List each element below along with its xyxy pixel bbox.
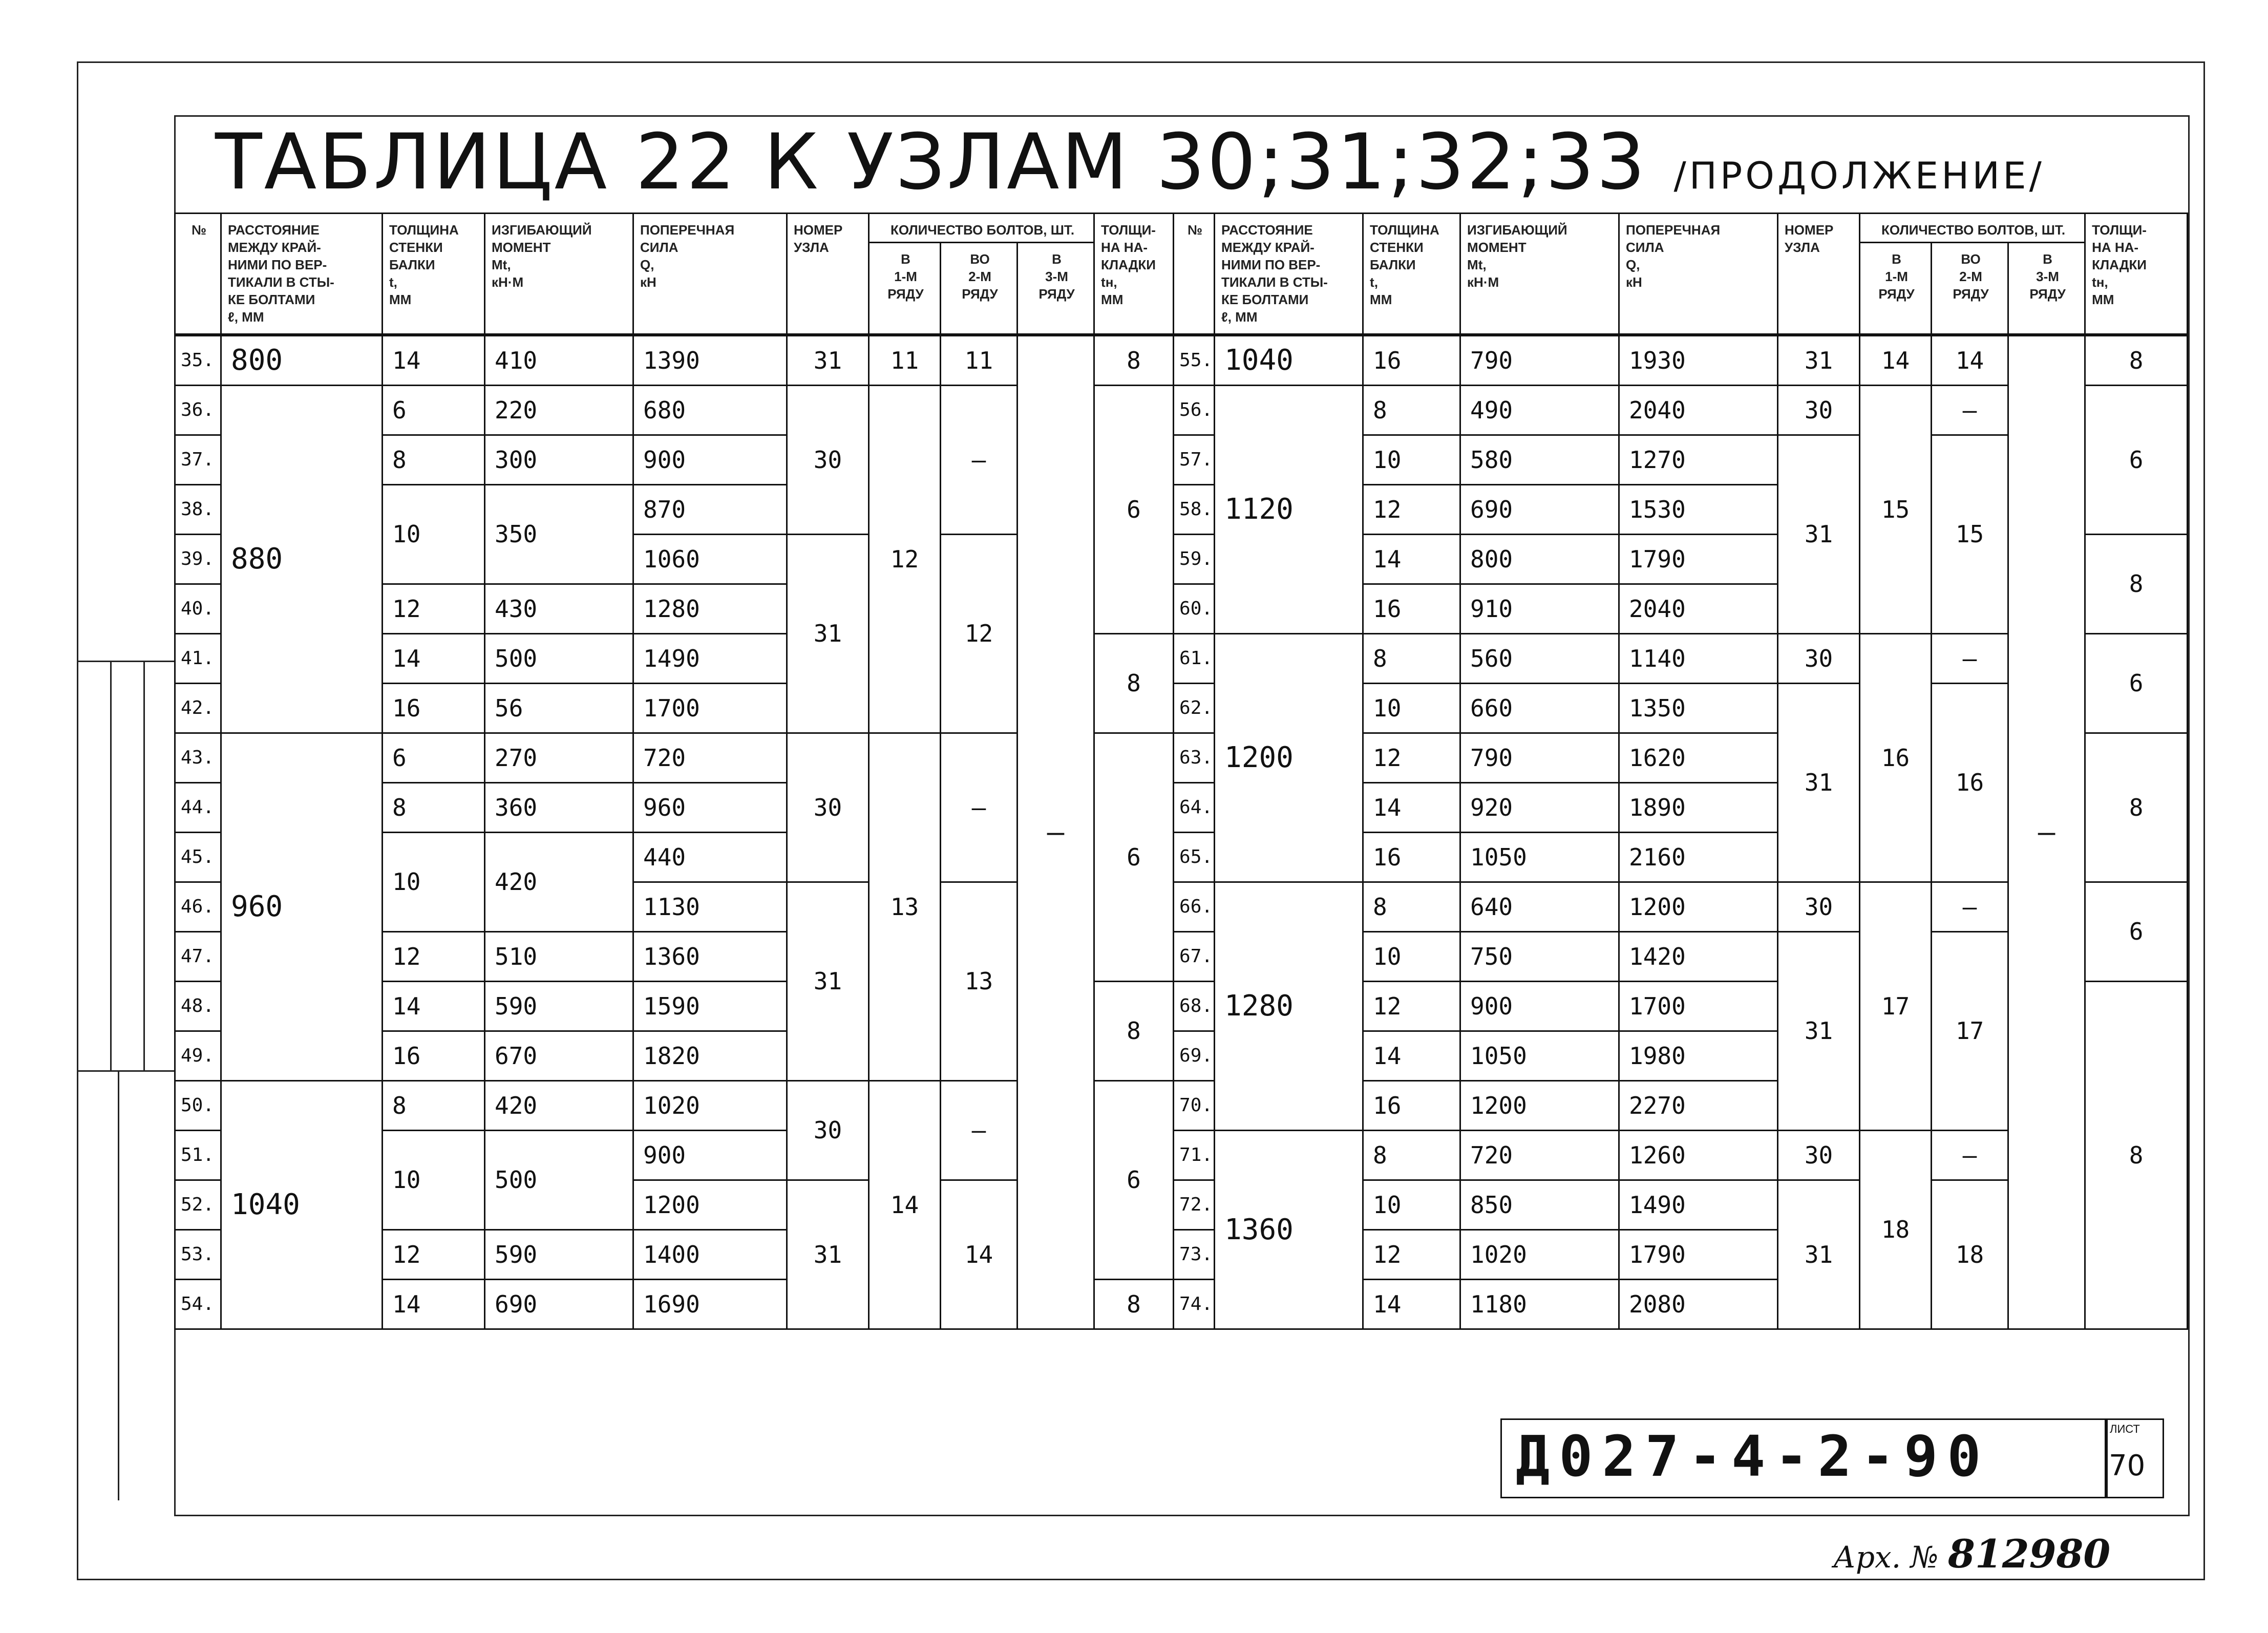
cell-m: 420 (485, 1080, 633, 1130)
cell-m: 410 (485, 335, 633, 386)
row-number: 68. (1174, 981, 1215, 1031)
row-number: 47. (175, 931, 221, 981)
data-table (174, 213, 2188, 1330)
cell-q: 1700 (1619, 981, 1778, 1031)
cell-t: 10 (383, 484, 485, 584)
cell-t: 16 (383, 1031, 485, 1080)
cell-pad: 8 (1094, 335, 1174, 386)
cell-q: 1620 (1619, 733, 1778, 782)
row-number: 45. (175, 832, 221, 882)
row-number: 56. (1174, 385, 1215, 435)
cell-pad: 8 (2085, 733, 2188, 882)
row-number: 66. (1174, 882, 1215, 931)
data-table-wrap (174, 213, 2187, 1330)
header-row-1 (175, 214, 2188, 243)
row-number: 57. (1174, 435, 1215, 484)
cell-m: 1200 (1460, 1080, 1619, 1130)
cell-node: 31 (1778, 335, 1860, 386)
cell-m: 56 (485, 683, 633, 733)
cell-t: 12 (1363, 733, 1460, 782)
cell-node: 31 (787, 534, 869, 733)
cell-pad: 8 (1094, 981, 1174, 1080)
cell-t: 16 (1363, 832, 1460, 882)
cell-m: 500 (485, 1130, 633, 1229)
header-pad-right: ТОЛЩИ- НА НА- КЛАДКИ tн, ММ (2085, 214, 2188, 335)
cell-r1: 17 (1860, 882, 1932, 1130)
cell-q: 2160 (1619, 832, 1778, 882)
header-thickness-right: ТОЛЩИНА СТЕНКИ БАЛКИ t, ММ (1363, 214, 1460, 335)
cell-m: 910 (1460, 584, 1619, 633)
cell-r2: 11 (941, 335, 1018, 386)
sheet-number: 70 (2109, 1449, 2146, 1482)
row-number: 41. (175, 633, 221, 683)
header-row1: В 1-М РЯДУ (869, 243, 941, 335)
cell-r2: — (941, 733, 1018, 882)
cell-r1: 12 (869, 385, 941, 733)
cell-m: 430 (485, 584, 633, 633)
cell-m: 500 (485, 633, 633, 683)
cell-m: 850 (1460, 1180, 1619, 1229)
cell-q: 1260 (1619, 1130, 1778, 1180)
cell-pad: 8 (2085, 335, 2188, 386)
header-moment-right: ИЗГИБАЮЩИЙ МОМЕНТ Mt, кН·М (1460, 214, 1619, 335)
cell-t: 8 (383, 782, 485, 832)
cell-q: 1980 (1619, 1031, 1778, 1080)
cell-t: 10 (1363, 1180, 1460, 1229)
bolts-row3-cell: — (2008, 335, 2085, 1329)
cell-t: 8 (383, 435, 485, 484)
cell-q: 1020 (633, 1080, 787, 1130)
row-number: 46. (175, 882, 221, 931)
cell-r2: — (1932, 882, 2008, 931)
row-number: 69. (1174, 1031, 1215, 1080)
row-number: 52. (175, 1180, 221, 1229)
cell-l: 1360 (1215, 1130, 1363, 1329)
row-number: 64. (1174, 782, 1215, 832)
cell-r2: 17 (1932, 931, 2008, 1130)
cell-m: 720 (1460, 1130, 1619, 1180)
cell-r2: 13 (941, 882, 1018, 1080)
cell-node: 30 (1778, 1130, 1860, 1180)
cell-node: 31 (1778, 1180, 1860, 1329)
row-number: 58. (1174, 484, 1215, 534)
cell-m: 790 (1460, 733, 1619, 782)
cell-l: 1120 (1215, 385, 1363, 633)
cell-l: 1280 (1215, 882, 1363, 1130)
cell-q: 870 (633, 484, 787, 534)
table-row (175, 335, 2188, 386)
title-suffix: /ПРОДОЛЖЕНИЕ/ (1673, 154, 2045, 197)
cell-t: 10 (383, 832, 485, 931)
margin-line-3 (143, 661, 145, 1070)
row-number: 38. (175, 484, 221, 534)
header-thickness: ТОЛЩИНА СТЕНКИ БАЛКИ t, ММ (383, 214, 485, 335)
cell-m: 750 (1460, 931, 1619, 981)
sheet-label: ЛИСТ (2110, 1423, 2140, 1435)
cell-q: 1200 (1619, 882, 1778, 931)
cell-q: 1130 (633, 882, 787, 931)
row-number: 54. (175, 1279, 221, 1329)
cell-q: 1790 (1619, 534, 1778, 584)
cell-node: 31 (1778, 931, 1860, 1130)
cell-m: 510 (485, 931, 633, 981)
row-number: 62. (1174, 683, 1215, 733)
row-number: 36. (175, 385, 221, 435)
cell-pad: 6 (2085, 882, 2188, 981)
row-number: 61. (1174, 633, 1215, 683)
cell-q: 2040 (1619, 385, 1778, 435)
header-distance-right: РАССТОЯНИЕ МЕЖДУ КРАЙ- НИМИ ПО ВЕР- ТИКАЛИ В СТЫ- КЕ БОЛТАМИ ℓ, ММ (1215, 214, 1363, 335)
cell-node: 30 (787, 385, 869, 534)
row-number: 59. (1174, 534, 1215, 584)
cell-q: 1360 (633, 931, 787, 981)
cell-t: 16 (1363, 335, 1460, 386)
cell-t: 12 (1363, 484, 1460, 534)
cell-r2: — (941, 1080, 1018, 1180)
cell-q: 720 (633, 733, 787, 782)
row-number: 70. (1174, 1080, 1215, 1130)
cell-l: 1040 (221, 1080, 383, 1329)
row-number: 37. (175, 435, 221, 484)
cell-m: 1050 (1460, 1031, 1619, 1080)
cell-pad: 8 (2085, 981, 2188, 1329)
title-main: ТАБЛИЦА 22 К УЗЛАМ 30;31;32;33 (215, 118, 1647, 207)
cell-m: 790 (1460, 335, 1619, 386)
cell-q: 1530 (1619, 484, 1778, 534)
cell-t: 6 (383, 733, 485, 782)
cell-l: 1040 (1215, 335, 1363, 386)
cell-m: 670 (485, 1031, 633, 1080)
cell-m: 1020 (1460, 1229, 1619, 1279)
cell-t: 8 (1363, 633, 1460, 683)
cell-pad: 8 (1094, 1279, 1174, 1329)
cell-pad: 6 (1094, 733, 1174, 981)
cell-m: 900 (1460, 981, 1619, 1031)
cell-t: 10 (1363, 683, 1460, 733)
cell-t: 14 (1363, 1279, 1460, 1329)
cell-q: 1890 (1619, 782, 1778, 832)
table-title (215, 118, 2045, 207)
row-number: 39. (175, 534, 221, 584)
cell-q: 1200 (633, 1180, 787, 1229)
cell-t: 14 (383, 981, 485, 1031)
row-number: 71. (1174, 1130, 1215, 1180)
cell-q: 440 (633, 832, 787, 882)
cell-q: 1790 (1619, 1229, 1778, 1279)
row-number: 55. (1174, 335, 1215, 386)
cell-m: 560 (1460, 633, 1619, 683)
cell-t: 16 (1363, 584, 1460, 633)
archive-value: 812980 (1947, 1531, 2111, 1577)
cell-m: 270 (485, 733, 633, 782)
cell-m: 640 (1460, 882, 1619, 931)
header-row3: В 3-М РЯДУ (1018, 243, 1094, 335)
cell-t: 14 (1363, 1031, 1460, 1080)
header-row2: ВО 2-М РЯДУ (941, 243, 1018, 335)
cell-r1: 11 (869, 335, 941, 386)
cell-l: 1200 (1215, 633, 1363, 882)
row-number: 67. (1174, 931, 1215, 981)
cell-t: 12 (383, 584, 485, 633)
cell-node: 31 (787, 1180, 869, 1329)
header-row1-right: В 1-М РЯДУ (1860, 243, 1932, 335)
row-number: 42. (175, 683, 221, 733)
cell-r1: 14 (1860, 335, 1932, 386)
cell-q: 1350 (1619, 683, 1778, 733)
header-node: НОМЕР УЗЛА (787, 214, 869, 335)
header-row2-right: ВО 2-М РЯДУ (1932, 243, 2008, 335)
table-row (175, 1130, 2188, 1180)
bolts-row3-cell: — (1018, 335, 1094, 1329)
row-number: 73. (1174, 1229, 1215, 1279)
header-pad: ТОЛЩИ- НА НА- КЛАДКИ tн, ММ (1094, 214, 1174, 335)
cell-m: 800 (1460, 534, 1619, 584)
header-bolts: КОЛИЧЕСТВО БОЛТОВ, ШТ. (869, 214, 1094, 243)
header-no: № (175, 214, 221, 335)
cell-q: 900 (633, 1130, 787, 1180)
row-number: 53. (175, 1229, 221, 1279)
cell-pad: 6 (2085, 385, 2188, 534)
cell-t: 6 (383, 385, 485, 435)
cell-m: 300 (485, 435, 633, 484)
cell-t: 14 (383, 633, 485, 683)
cell-node: 31 (787, 335, 869, 386)
cell-t: 14 (383, 1279, 485, 1329)
header-node-right: НОМЕР УЗЛА (1778, 214, 1860, 335)
row-number: 50. (175, 1080, 221, 1130)
row-number: 49. (175, 1031, 221, 1080)
cell-m: 580 (1460, 435, 1619, 484)
cell-m: 1050 (1460, 832, 1619, 882)
cell-m: 220 (485, 385, 633, 435)
row-number: 48. (175, 981, 221, 1031)
margin-line-2 (110, 661, 112, 1070)
cell-t: 14 (1363, 534, 1460, 584)
row-number: 35. (175, 335, 221, 386)
margin-line-1 (77, 661, 78, 1070)
row-number: 63. (1174, 733, 1215, 782)
archive-number (1833, 1531, 2110, 1577)
cell-q: 960 (633, 782, 787, 832)
cell-l: 880 (221, 385, 383, 733)
cell-t: 12 (1363, 1229, 1460, 1279)
cell-pad: 6 (1094, 385, 1174, 633)
cell-node: 31 (1778, 683, 1860, 882)
cell-m: 420 (485, 832, 633, 931)
margin-line-6 (77, 1070, 174, 1072)
header-shear-right: ПОПЕРЕЧНАЯ СИЛА Q, кН (1619, 214, 1778, 335)
cell-r1: 15 (1860, 385, 1932, 633)
cell-m: 1180 (1460, 1279, 1619, 1329)
cell-q: 1270 (1619, 435, 1778, 484)
cell-node: 30 (787, 733, 869, 882)
header-row3-right: В 3-М РЯДУ (2008, 243, 2085, 335)
cell-m: 690 (485, 1279, 633, 1329)
cell-m: 690 (1460, 484, 1619, 534)
cell-q: 1590 (633, 981, 787, 1031)
cell-r2: — (1932, 385, 2008, 435)
cell-m: 350 (485, 484, 633, 584)
cell-node: 30 (1778, 882, 1860, 931)
cell-r2: 14 (1932, 335, 2008, 386)
cell-t: 10 (383, 1130, 485, 1229)
archive-label: Арх. № (1833, 1540, 1939, 1575)
cell-q: 1140 (1619, 633, 1778, 683)
cell-r2: — (941, 385, 1018, 534)
margin-line-5 (77, 661, 174, 662)
cell-r1: 18 (1860, 1130, 1932, 1329)
cell-node: 30 (1778, 633, 1860, 683)
cell-q: 2270 (1619, 1080, 1778, 1130)
cell-r2: 15 (1932, 435, 2008, 633)
cell-q: 1280 (633, 584, 787, 633)
row-number: 40. (175, 584, 221, 633)
row-number: 43. (175, 733, 221, 782)
row-number: 51. (175, 1130, 221, 1180)
cell-t: 14 (1363, 782, 1460, 832)
header-distance: РАССТОЯНИЕ МЕЖДУ КРАЙ- НИМИ ПО ВЕР- ТИКАЛИ В СТЫ- КЕ БОЛТАМИ ℓ, ММ (221, 214, 383, 335)
cell-t: 10 (1363, 435, 1460, 484)
cell-r2: 14 (941, 1180, 1018, 1329)
cell-pad: 6 (2085, 633, 2188, 733)
cell-r2: 12 (941, 534, 1018, 733)
row-number: 65. (1174, 832, 1215, 882)
cell-q: 680 (633, 385, 787, 435)
cell-q: 1390 (633, 335, 787, 386)
cell-t: 16 (383, 683, 485, 733)
cell-t: 12 (1363, 981, 1460, 1031)
header-no-right: № (1174, 214, 1215, 335)
cell-t: 8 (1363, 1130, 1460, 1180)
header-shear: ПОПЕРЕЧНАЯ СИЛА Q, кН (633, 214, 787, 335)
row-number: 72. (1174, 1180, 1215, 1229)
row-number: 74. (1174, 1279, 1215, 1329)
table-row (175, 633, 2188, 683)
cell-t: 8 (1363, 882, 1460, 931)
cell-r2: 18 (1932, 1180, 2008, 1329)
row-number: 60. (1174, 584, 1215, 633)
cell-t: 12 (383, 931, 485, 981)
cell-q: 1690 (633, 1279, 787, 1329)
cell-m: 590 (485, 981, 633, 1031)
cell-m: 660 (1460, 683, 1619, 733)
cell-q: 900 (633, 435, 787, 484)
cell-t: 12 (383, 1229, 485, 1279)
cell-q: 1060 (633, 534, 787, 584)
cell-pad: 8 (1094, 633, 1174, 733)
cell-q: 1400 (633, 1229, 787, 1279)
cell-node: 30 (787, 1080, 869, 1180)
cell-q: 2080 (1619, 1279, 1778, 1329)
cell-node: 31 (1778, 435, 1860, 633)
cell-r1: 13 (869, 733, 941, 1080)
cell-node: 30 (1778, 385, 1860, 435)
cell-r1: 16 (1860, 633, 1932, 882)
cell-m: 490 (1460, 385, 1619, 435)
cell-r2: — (1932, 1130, 2008, 1180)
cell-pad: 6 (1094, 1080, 1174, 1279)
cell-t: 16 (1363, 1080, 1460, 1130)
cell-q: 1930 (1619, 335, 1778, 386)
cell-t: 8 (383, 1080, 485, 1130)
header-moment: ИЗГИБАЮЩИЙ МОМЕНТ Mt, кН·М (485, 214, 633, 335)
cell-r1: 14 (869, 1080, 941, 1329)
cell-q: 1820 (633, 1031, 787, 1080)
margin-line-4 (118, 1070, 119, 1500)
table-row (175, 385, 2188, 435)
cell-m: 590 (485, 1229, 633, 1279)
cell-node: 31 (787, 882, 869, 1080)
row-number: 44. (175, 782, 221, 832)
cell-q: 1420 (1619, 931, 1778, 981)
cell-q: 2040 (1619, 584, 1778, 633)
table-body (175, 335, 2188, 1329)
cell-l: 800 (221, 335, 383, 386)
cell-q: 1700 (633, 683, 787, 733)
document-code: Д027-4-2-90 (1516, 1424, 1990, 1489)
cell-r2: — (1932, 633, 2008, 683)
cell-l: 960 (221, 733, 383, 1080)
header-bolts-right: КОЛИЧЕСТВО БОЛТОВ, ШТ. (1860, 214, 2085, 243)
cell-t: 14 (383, 335, 485, 386)
cell-r2: 16 (1932, 683, 2008, 882)
cell-t: 8 (1363, 385, 1460, 435)
cell-pad: 8 (2085, 534, 2188, 633)
cell-m: 360 (485, 782, 633, 832)
cell-q: 1490 (1619, 1180, 1778, 1229)
cell-t: 10 (1363, 931, 1460, 981)
cell-q: 1490 (633, 633, 787, 683)
cell-m: 920 (1460, 782, 1619, 832)
